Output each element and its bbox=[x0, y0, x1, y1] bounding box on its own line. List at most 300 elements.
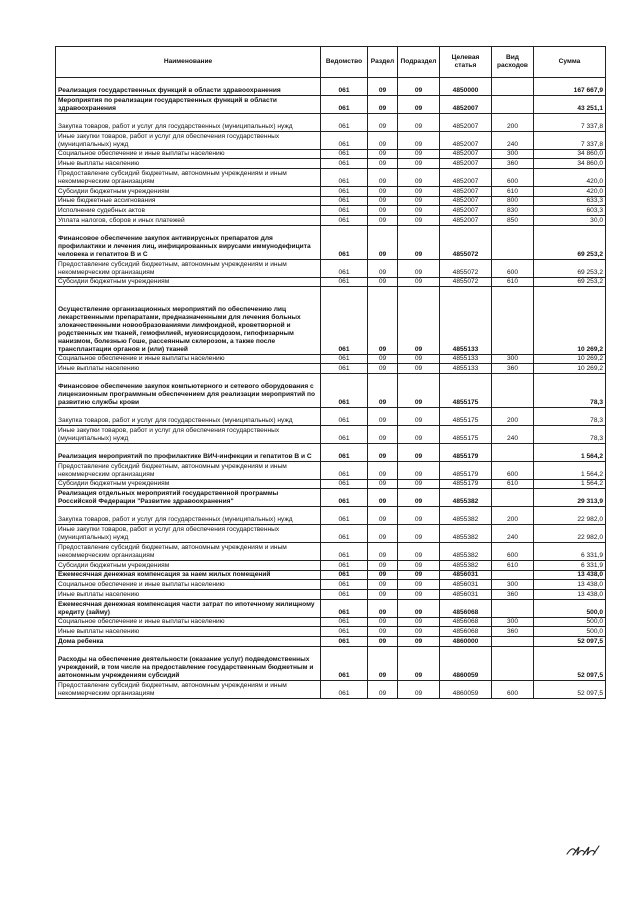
row-amount: 10 269,2 bbox=[534, 364, 606, 374]
row-department: 061 bbox=[321, 259, 368, 277]
row-target-article: 4852007 bbox=[440, 159, 492, 169]
row-amount: 52 097,5 bbox=[534, 646, 606, 680]
row-target-article: 4855072 bbox=[440, 225, 492, 259]
row-name: Предоставление субсидий бюджетным, автономным учреждениям и иным некоммерческим организациям bbox=[56, 259, 321, 277]
row-expense-type: 600 bbox=[492, 461, 534, 479]
row-expense-type: 360 bbox=[492, 590, 534, 600]
row-name: Исполнение судебных актов bbox=[56, 206, 321, 216]
table-row bbox=[56, 525, 606, 543]
row-subsection: 09 bbox=[398, 78, 440, 96]
row-expense-type: 300 bbox=[492, 354, 534, 364]
table-row bbox=[56, 543, 606, 561]
row-amount: 78,3 bbox=[534, 408, 606, 426]
row-section: 09 bbox=[368, 373, 398, 407]
row-target-article: 4856068 bbox=[440, 617, 492, 627]
row-department: 061 bbox=[321, 461, 368, 479]
row-department: 061 bbox=[321, 627, 368, 637]
row-amount: 10 269,2 bbox=[534, 354, 606, 364]
row-department: 061 bbox=[321, 277, 368, 287]
row-name: Иные выплаты населению bbox=[56, 627, 321, 637]
row-subsection: 09 bbox=[398, 225, 440, 259]
row-name: Иные закупки товаров, работ и услуг для обеспечения государственных (муниципальных) нужд bbox=[56, 131, 321, 149]
table-row bbox=[56, 206, 606, 216]
row-section: 09 bbox=[368, 131, 398, 149]
row-department: 061 bbox=[321, 580, 368, 590]
row-subsection: 09 bbox=[398, 525, 440, 543]
row-department: 061 bbox=[321, 149, 368, 159]
row-amount: 22 982,0 bbox=[534, 525, 606, 543]
row-subsection: 09 bbox=[398, 489, 440, 507]
row-subsection: 09 bbox=[398, 580, 440, 590]
row-expense-type: 360 bbox=[492, 627, 534, 637]
row-target-article: 4850000 bbox=[440, 78, 492, 96]
table-row bbox=[56, 354, 606, 364]
row-name: Реализация отдельных мероприятий государственной программы Российской Федерации "Развитие здравоохранения" bbox=[56, 489, 321, 507]
table-row bbox=[56, 461, 606, 479]
row-section: 09 bbox=[368, 599, 398, 617]
row-department: 061 bbox=[321, 95, 368, 113]
row-department: 061 bbox=[321, 186, 368, 196]
row-section: 09 bbox=[368, 507, 398, 525]
row-target-article: 4855382 bbox=[440, 525, 492, 543]
table-row bbox=[56, 489, 606, 507]
row-section: 09 bbox=[368, 479, 398, 489]
table-row bbox=[56, 507, 606, 525]
row-section: 09 bbox=[368, 681, 398, 699]
row-amount: 52 097,5 bbox=[534, 681, 606, 699]
row-name: Субсидии бюджетным учреждениям bbox=[56, 277, 321, 287]
row-expense-type bbox=[492, 599, 534, 617]
table-row bbox=[56, 131, 606, 149]
row-name: Субсидии бюджетным учреждениям bbox=[56, 561, 321, 571]
row-subsection: 09 bbox=[398, 215, 440, 225]
header-amount: Сумма bbox=[534, 47, 606, 78]
row-expense-type: 600 bbox=[492, 259, 534, 277]
row-target-article: 4855179 bbox=[440, 461, 492, 479]
table-row bbox=[56, 570, 606, 580]
row-department: 061 bbox=[321, 206, 368, 216]
row-section: 09 bbox=[368, 561, 398, 571]
row-section: 09 bbox=[368, 637, 398, 647]
row-amount: 633,3 bbox=[534, 196, 606, 206]
row-expense-type: 600 bbox=[492, 543, 534, 561]
row-amount: 69 253,2 bbox=[534, 225, 606, 259]
table-row bbox=[56, 627, 606, 637]
row-subsection: 09 bbox=[398, 543, 440, 561]
budget-table bbox=[55, 46, 606, 699]
row-name: Ежемесячная денежная компенсация части затрат по ипотечному жилищному кредиту (займу) bbox=[56, 599, 321, 617]
row-target-article: 4855382 bbox=[440, 561, 492, 571]
row-section: 09 bbox=[368, 590, 398, 600]
table-row bbox=[56, 364, 606, 374]
row-name: Реализация мероприятий по профилактике ВИЧ-инфекции и гепатитов В и С bbox=[56, 444, 321, 462]
row-name: Предоставление субсидий бюджетным, автономным учреждениям и иным некоммерческим организациям bbox=[56, 681, 321, 699]
table-row bbox=[56, 681, 606, 699]
row-amount: 500,0 bbox=[534, 627, 606, 637]
row-subsection: 09 bbox=[398, 373, 440, 407]
row-amount: 1 564,2 bbox=[534, 461, 606, 479]
row-amount: 1 564,2 bbox=[534, 479, 606, 489]
row-expense-type bbox=[492, 444, 534, 462]
row-department: 061 bbox=[321, 78, 368, 96]
row-target-article: 4856068 bbox=[440, 627, 492, 637]
row-name: Предоставление субсидий бюджетным, автономным учреждениям и иным некоммерческим организациям bbox=[56, 461, 321, 479]
row-target-article: 4856031 bbox=[440, 570, 492, 580]
row-expense-type bbox=[492, 225, 534, 259]
table-row bbox=[56, 426, 606, 444]
row-target-article: 4852007 bbox=[440, 95, 492, 113]
row-target-article: 4852007 bbox=[440, 149, 492, 159]
row-expense-type bbox=[492, 287, 534, 354]
header-subsection: Подраздел bbox=[398, 47, 440, 78]
row-section: 09 bbox=[368, 580, 398, 590]
row-department: 061 bbox=[321, 590, 368, 600]
row-amount: 13 438,0 bbox=[534, 580, 606, 590]
row-amount: 69 253,2 bbox=[534, 277, 606, 287]
table-row bbox=[56, 617, 606, 627]
row-subsection: 09 bbox=[398, 426, 440, 444]
row-name: Иные выплаты населению bbox=[56, 364, 321, 374]
row-section: 09 bbox=[368, 149, 398, 159]
row-amount: 6 331,9 bbox=[534, 543, 606, 561]
row-section: 09 bbox=[368, 168, 398, 186]
row-department: 061 bbox=[321, 561, 368, 571]
table-row bbox=[56, 637, 606, 647]
row-name: Иные выплаты населению bbox=[56, 159, 321, 169]
row-target-article: 4855382 bbox=[440, 507, 492, 525]
row-section: 09 bbox=[368, 225, 398, 259]
row-department: 061 bbox=[321, 287, 368, 354]
row-section: 09 bbox=[368, 570, 398, 580]
row-subsection: 09 bbox=[398, 131, 440, 149]
row-subsection: 09 bbox=[398, 354, 440, 364]
row-section: 09 bbox=[368, 113, 398, 131]
row-amount: 6 331,9 bbox=[534, 561, 606, 571]
row-target-article: 4855179 bbox=[440, 444, 492, 462]
row-amount: 420,0 bbox=[534, 186, 606, 196]
row-target-article: 4856031 bbox=[440, 580, 492, 590]
row-section: 09 bbox=[368, 525, 398, 543]
header-target-article: Целевая статья bbox=[440, 47, 492, 78]
row-expense-type bbox=[492, 373, 534, 407]
row-name: Дома ребенка bbox=[56, 637, 321, 647]
table-row bbox=[56, 186, 606, 196]
row-amount: 34 860,0 bbox=[534, 149, 606, 159]
table-row bbox=[56, 95, 606, 113]
row-expense-type: 610 bbox=[492, 277, 534, 287]
table-row bbox=[56, 113, 606, 131]
row-department: 061 bbox=[321, 507, 368, 525]
row-amount: 30,0 bbox=[534, 215, 606, 225]
row-subsection: 09 bbox=[398, 113, 440, 131]
row-subsection: 09 bbox=[398, 287, 440, 354]
row-section: 09 bbox=[368, 461, 398, 479]
row-target-article: 4855133 bbox=[440, 287, 492, 354]
row-subsection: 09 bbox=[398, 95, 440, 113]
row-expense-type: 200 bbox=[492, 113, 534, 131]
row-target-article: 4855175 bbox=[440, 373, 492, 407]
row-section: 09 bbox=[368, 196, 398, 206]
row-expense-type: 830 bbox=[492, 206, 534, 216]
row-department: 061 bbox=[321, 354, 368, 364]
row-amount: 7 337,8 bbox=[534, 131, 606, 149]
row-expense-type bbox=[492, 637, 534, 647]
row-expense-type bbox=[492, 95, 534, 113]
row-department: 061 bbox=[321, 444, 368, 462]
row-subsection: 09 bbox=[398, 599, 440, 617]
row-expense-type bbox=[492, 489, 534, 507]
row-target-article: 4860000 bbox=[440, 637, 492, 647]
table-row bbox=[56, 259, 606, 277]
row-department: 061 bbox=[321, 637, 368, 647]
row-target-article: 4860059 bbox=[440, 681, 492, 699]
row-department: 061 bbox=[321, 426, 368, 444]
row-name: Закупка товаров, работ и услуг для государственных (муниципальных) нужд bbox=[56, 507, 321, 525]
row-section: 09 bbox=[368, 489, 398, 507]
row-section: 09 bbox=[368, 543, 398, 561]
row-expense-type: 300 bbox=[492, 580, 534, 590]
table-row bbox=[56, 561, 606, 571]
row-expense-type: 360 bbox=[492, 159, 534, 169]
row-name: Предоставление субсидий бюджетным, автономным учреждениям и иным некоммерческим организациям bbox=[56, 543, 321, 561]
row-subsection: 09 bbox=[398, 570, 440, 580]
row-amount: 500,0 bbox=[534, 599, 606, 617]
budget-table-sheet bbox=[55, 46, 605, 699]
header-expense-type: Вид расходов bbox=[492, 47, 534, 78]
row-subsection: 09 bbox=[398, 627, 440, 637]
row-target-article: 4860059 bbox=[440, 646, 492, 680]
row-department: 061 bbox=[321, 168, 368, 186]
row-department: 061 bbox=[321, 215, 368, 225]
row-name: Социальное обеспечение и иные выплаты населению bbox=[56, 580, 321, 590]
row-target-article: 4855175 bbox=[440, 408, 492, 426]
row-amount: 10 269,2 bbox=[534, 287, 606, 354]
row-target-article: 4855382 bbox=[440, 489, 492, 507]
row-subsection: 09 bbox=[398, 259, 440, 277]
row-department: 061 bbox=[321, 617, 368, 627]
row-target-article: 4852007 bbox=[440, 131, 492, 149]
table-row bbox=[56, 287, 606, 354]
row-subsection: 09 bbox=[398, 277, 440, 287]
table-row bbox=[56, 408, 606, 426]
row-target-article: 4855072 bbox=[440, 259, 492, 277]
row-target-article: 4852007 bbox=[440, 168, 492, 186]
row-target-article: 4855133 bbox=[440, 354, 492, 364]
row-section: 09 bbox=[368, 354, 398, 364]
row-subsection: 09 bbox=[398, 507, 440, 525]
table-row bbox=[56, 196, 606, 206]
row-subsection: 09 bbox=[398, 206, 440, 216]
row-name: Субсидии бюджетным учреждениям bbox=[56, 186, 321, 196]
table-body bbox=[56, 78, 606, 699]
row-name: Иные закупки товаров, работ и услуг для обеспечения государственных (муниципальных) нужд bbox=[56, 525, 321, 543]
row-section: 09 bbox=[368, 215, 398, 225]
row-name: Финансовое обеспечение закупок компьютерного и сетевого оборудования с лицензионным программным обеспечением для реализации мероприятий по развитию службы крови bbox=[56, 373, 321, 407]
row-name: Реализация государственных функций в области здравоохранения bbox=[56, 78, 321, 96]
row-subsection: 09 bbox=[398, 196, 440, 206]
row-expense-type: 300 bbox=[492, 617, 534, 627]
row-section: 09 bbox=[368, 95, 398, 113]
row-target-article: 4852007 bbox=[440, 206, 492, 216]
row-amount: 167 667,9 bbox=[534, 78, 606, 96]
row-amount: 7 337,8 bbox=[534, 113, 606, 131]
row-subsection: 09 bbox=[398, 646, 440, 680]
row-target-article: 4855382 bbox=[440, 543, 492, 561]
row-target-article: 4856068 bbox=[440, 599, 492, 617]
row-section: 09 bbox=[368, 617, 398, 627]
row-expense-type: 600 bbox=[492, 168, 534, 186]
row-department: 061 bbox=[321, 479, 368, 489]
row-department: 061 bbox=[321, 159, 368, 169]
row-amount: 52 097,5 bbox=[534, 637, 606, 647]
row-target-article: 4856031 bbox=[440, 590, 492, 600]
handwritten-signature bbox=[565, 838, 605, 860]
row-section: 09 bbox=[368, 259, 398, 277]
row-section: 09 bbox=[368, 206, 398, 216]
row-target-article: 4852007 bbox=[440, 215, 492, 225]
row-name: Осуществление организационных мероприятий по обеспечению лиц лекарственными препаратами, предназначенными для лечения больных злокачественными новообразованиями лимфоидной, кроветворной и родственных им тканей, гемофилией, муковисцидозом, гипофизарным нанизмом, болезнью Гоше, рассеянным склерозом, а также после трансплантации органов и (или) тканей bbox=[56, 287, 321, 354]
row-section: 09 bbox=[368, 646, 398, 680]
row-subsection: 09 bbox=[398, 561, 440, 571]
row-amount: 13 438,0 bbox=[534, 570, 606, 580]
row-target-article: 4852007 bbox=[440, 113, 492, 131]
row-department: 061 bbox=[321, 489, 368, 507]
row-subsection: 09 bbox=[398, 186, 440, 196]
row-section: 09 bbox=[368, 627, 398, 637]
row-section: 09 bbox=[368, 78, 398, 96]
row-target-article: 4852007 bbox=[440, 196, 492, 206]
row-subsection: 09 bbox=[398, 637, 440, 647]
row-amount: 78,3 bbox=[534, 426, 606, 444]
table-row bbox=[56, 590, 606, 600]
row-department: 061 bbox=[321, 196, 368, 206]
table-row bbox=[56, 149, 606, 159]
row-amount: 29 313,9 bbox=[534, 489, 606, 507]
row-subsection: 09 bbox=[398, 681, 440, 699]
row-department: 061 bbox=[321, 373, 368, 407]
row-department: 061 bbox=[321, 543, 368, 561]
row-amount: 69 253,2 bbox=[534, 259, 606, 277]
row-name: Субсидии бюджетным учреждениям bbox=[56, 479, 321, 489]
row-name: Предоставление субсидий бюджетным, автономным учреждениям и иным некоммерческим организациям bbox=[56, 168, 321, 186]
row-amount: 13 438,0 bbox=[534, 590, 606, 600]
row-section: 09 bbox=[368, 444, 398, 462]
row-expense-type: 610 bbox=[492, 186, 534, 196]
row-department: 061 bbox=[321, 681, 368, 699]
row-subsection: 09 bbox=[398, 590, 440, 600]
row-name: Расходы на обеспечение деятельности (оказание услуг) подведомственных учреждений, в том числе на предоставление государственным бюджетным и автономным учреждениям субсидий bbox=[56, 646, 321, 680]
table-row bbox=[56, 444, 606, 462]
row-amount: 1 564,2 bbox=[534, 444, 606, 462]
row-section: 09 bbox=[368, 159, 398, 169]
row-target-article: 4855175 bbox=[440, 426, 492, 444]
row-target-article: 4852007 bbox=[440, 186, 492, 196]
row-expense-type: 200 bbox=[492, 507, 534, 525]
header-section: Раздел bbox=[368, 47, 398, 78]
table-row bbox=[56, 277, 606, 287]
table-header-row bbox=[56, 47, 606, 78]
table-row bbox=[56, 599, 606, 617]
row-target-article: 4855179 bbox=[440, 479, 492, 489]
header-name: Наименование bbox=[56, 47, 321, 78]
row-department: 061 bbox=[321, 525, 368, 543]
row-section: 09 bbox=[368, 408, 398, 426]
table-row bbox=[56, 215, 606, 225]
row-name: Мероприятия по реализации государственных функций в области здравоохранения bbox=[56, 95, 321, 113]
row-subsection: 09 bbox=[398, 149, 440, 159]
row-expense-type: 360 bbox=[492, 364, 534, 374]
row-expense-type: 610 bbox=[492, 561, 534, 571]
row-expense-type bbox=[492, 570, 534, 580]
row-expense-type: 800 bbox=[492, 196, 534, 206]
row-subsection: 09 bbox=[398, 159, 440, 169]
table-row bbox=[56, 479, 606, 489]
row-expense-type bbox=[492, 646, 534, 680]
header-department: Ведомство bbox=[321, 47, 368, 78]
row-department: 061 bbox=[321, 646, 368, 680]
row-name: Иные выплаты населению bbox=[56, 590, 321, 600]
row-subsection: 09 bbox=[398, 461, 440, 479]
row-name: Финансовое обеспечение закупок антивирусных препаратов для профилактики и лечения лиц, инфицированных вирусами иммунодефицита человека и гепатитов В и С bbox=[56, 225, 321, 259]
table-row bbox=[56, 373, 606, 407]
row-target-article: 4855133 bbox=[440, 364, 492, 374]
row-department: 061 bbox=[321, 113, 368, 131]
row-amount: 603,3 bbox=[534, 206, 606, 216]
row-section: 09 bbox=[368, 277, 398, 287]
table-row bbox=[56, 225, 606, 259]
row-name: Закупка товаров, работ и услуг для государственных (муниципальных) нужд bbox=[56, 408, 321, 426]
row-name: Иные бюджетные ассигнования bbox=[56, 196, 321, 206]
table-row bbox=[56, 580, 606, 590]
row-section: 09 bbox=[368, 426, 398, 444]
row-name: Социальное обеспечение и иные выплаты населению bbox=[56, 617, 321, 627]
row-amount: 420,0 bbox=[534, 168, 606, 186]
row-target-article: 4855072 bbox=[440, 277, 492, 287]
row-department: 061 bbox=[321, 408, 368, 426]
row-amount: 34 860,0 bbox=[534, 159, 606, 169]
row-name: Социальное обеспечение и иные выплаты населению bbox=[56, 149, 321, 159]
row-expense-type: 300 bbox=[492, 149, 534, 159]
row-name: Ежемесячная денежная компенсация за наем жилых помещений bbox=[56, 570, 321, 580]
row-amount: 43 251,1 bbox=[534, 95, 606, 113]
table-row bbox=[56, 646, 606, 680]
row-amount: 500,0 bbox=[534, 617, 606, 627]
row-section: 09 bbox=[368, 287, 398, 354]
row-expense-type: 240 bbox=[492, 426, 534, 444]
row-expense-type: 600 bbox=[492, 681, 534, 699]
row-section: 09 bbox=[368, 364, 398, 374]
row-name: Иные закупки товаров, работ и услуг для обеспечения государственных (муниципальных) нужд bbox=[56, 426, 321, 444]
row-name: Социальное обеспечение и иные выплаты населению bbox=[56, 354, 321, 364]
table-row bbox=[56, 78, 606, 96]
row-subsection: 09 bbox=[398, 479, 440, 489]
row-amount: 78,3 bbox=[534, 373, 606, 407]
row-department: 061 bbox=[321, 599, 368, 617]
row-department: 061 bbox=[321, 570, 368, 580]
table-row bbox=[56, 159, 606, 169]
row-subsection: 09 bbox=[398, 408, 440, 426]
row-subsection: 09 bbox=[398, 444, 440, 462]
row-name: Уплата налогов, сборов и иных платежей bbox=[56, 215, 321, 225]
row-expense-type: 850 bbox=[492, 215, 534, 225]
row-expense-type: 610 bbox=[492, 479, 534, 489]
row-expense-type: 240 bbox=[492, 131, 534, 149]
row-department: 061 bbox=[321, 225, 368, 259]
row-subsection: 09 bbox=[398, 168, 440, 186]
row-expense-type: 240 bbox=[492, 525, 534, 543]
row-expense-type bbox=[492, 78, 534, 96]
row-name: Закупка товаров, работ и услуг для государственных (муниципальных) нужд bbox=[56, 113, 321, 131]
